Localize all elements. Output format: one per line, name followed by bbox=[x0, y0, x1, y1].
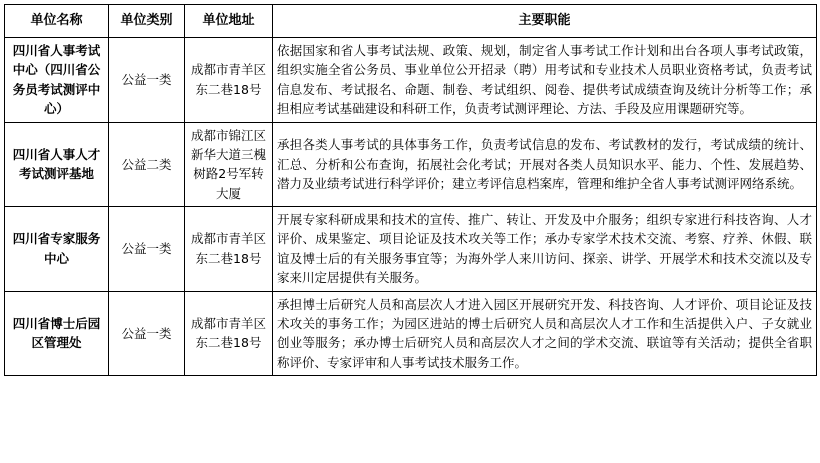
table-row bbox=[5, 38, 817, 123]
cell-unit-type: 公益一类 bbox=[109, 38, 185, 123]
cell-unit-name: 四川省专家服务中心 bbox=[5, 207, 109, 292]
column-header-name: 单位名称 bbox=[5, 5, 109, 38]
cell-unit-address: 成都市青羊区东二巷18号 bbox=[185, 291, 273, 376]
cell-unit-function: 依据国家和省人事考试法规、政策、规划，制定省人事考试工作计划和出台各项人事考试政策，组织实施全省公务员、事业单位公开招录（聘）用考试和专业技术人员职业资格考试，负责考试信息发布、考试报名、命题、制卷、考试组织、阅卷、提供考试成绩查询及统计分析等工作；承担相应考试基础建设和科研工作，负责考试测评理论、方法、手段及应用课题研究等。 bbox=[273, 38, 817, 123]
cell-unit-type: 公益一类 bbox=[109, 207, 185, 292]
cell-unit-function: 承担博士后研究人员和高层次人才进入园区开展研究开发、科技咨询、人才评价、项目论证及技术攻关的事务工作；为园区进站的博士后研究人员和高层次人才工作和生活提供入户、子女就业创业等服务；承办博士后研究人员和高层次人才之间的学术交流、联谊等有关活动；提供全省职称评价、专家评审和人事考试技术服务工作。 bbox=[273, 291, 817, 376]
table-row bbox=[5, 207, 817, 292]
cell-unit-address: 成都市青羊区东二巷18号 bbox=[185, 38, 273, 123]
cell-unit-name: 四川省人事考试中心（四川省公务员考试测评中心） bbox=[5, 38, 109, 123]
cell-unit-address: 成都市青羊区东二巷18号 bbox=[185, 207, 273, 292]
table-header bbox=[5, 5, 817, 38]
cell-unit-name: 四川省人事人才考试测评基地 bbox=[5, 122, 109, 207]
cell-unit-name: 四川省博士后园区管理处 bbox=[5, 291, 109, 376]
column-header-function: 主要职能 bbox=[273, 5, 817, 38]
table-row bbox=[5, 122, 817, 207]
table-header-row bbox=[5, 5, 817, 38]
unit-table bbox=[4, 4, 817, 376]
table-body bbox=[5, 38, 817, 376]
cell-unit-address: 成都市锦江区新华大道三槐树路2号军转大厦 bbox=[185, 122, 273, 207]
column-header-type: 单位类别 bbox=[109, 5, 185, 38]
column-header-address: 单位地址 bbox=[185, 5, 273, 38]
cell-unit-type: 公益一类 bbox=[109, 291, 185, 376]
cell-unit-type: 公益二类 bbox=[109, 122, 185, 207]
cell-unit-function: 承担各类人事考试的具体事务工作，负责考试信息的发布、考试教材的发行，考试成绩的统计、汇总、分析和公布查询，拓展社会化考试；开展对各类人员知识水平、能力、个性、发展趋势、潜力及业绩考试进行科学评价；建立考评信息档案库，管理和维护全省人事考试测评网络系统。 bbox=[273, 122, 817, 207]
cell-unit-function: 开展专家科研成果和技术的宣传、推广、转让、开发及中介服务；组织专家进行科技咨询、人才评价、成果鉴定、项目论证及技术攻关等工作；承办专家学术技术交流、考察、疗养、休假、联谊及博士后的有关服务事宜等；为海外学人来川访问、探亲、讲学、开展学术和技术交流以及专家来川定居提供有关服务。 bbox=[273, 207, 817, 292]
table-row bbox=[5, 291, 817, 376]
